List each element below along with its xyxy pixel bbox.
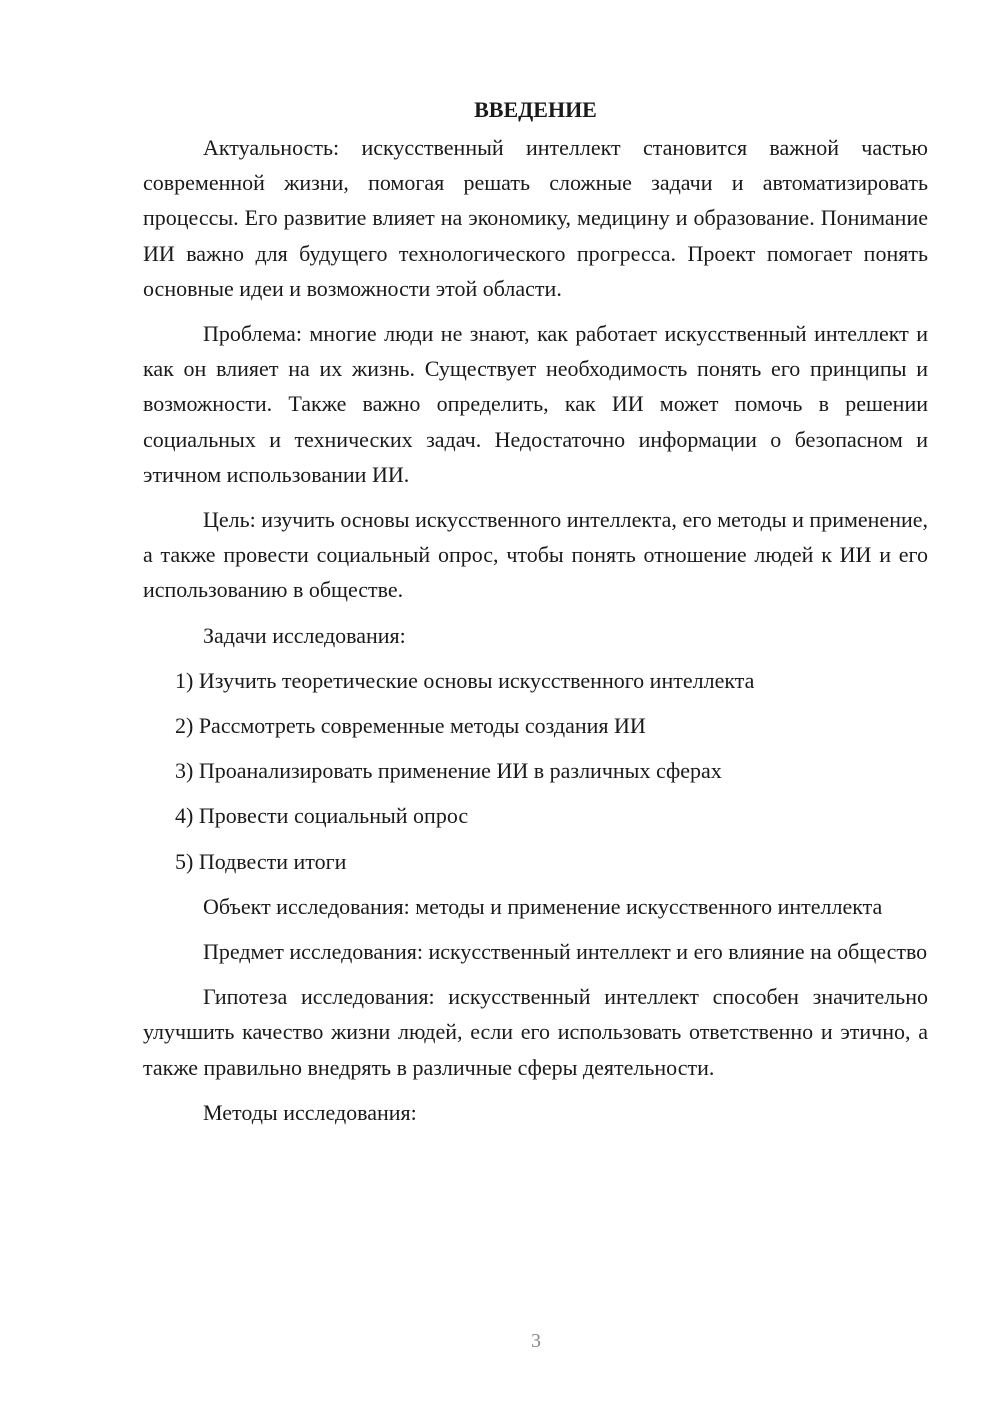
paragraph-object: Объект исследования: методы и применение искусственного интеллекта <box>203 893 883 919</box>
tasks-list <box>143 663 928 879</box>
list-item: 5) Подвести итоги <box>175 848 347 874</box>
paragraph-tasks-heading: Задачи исследования: <box>203 622 406 648</box>
list-item: 1) Изучить теоретические основы искусственного интеллекта <box>175 667 755 693</box>
paragraph-problem: Проблема: многие люди не знают, как работает искусственный интеллект и как он влияет на их жизнь. Существует необходимость понять его принципы и возможности. Также важно определить, как ИИ может помочь в решении социальных и технических задач. Недостаточно информации о безопасном и этичном использовании ИИ. <box>143 321 928 487</box>
paragraph-methods-heading: Методы исследования: <box>203 1099 417 1125</box>
page-number: 3 <box>531 1330 541 1352</box>
list-item: 4) Провести социальный опрос <box>175 803 469 829</box>
list-item: 3) Проанализировать применение ИИ в различных сферах <box>175 758 722 784</box>
paragraph-subject: Предмет исследования: искусственный интеллект и его влияние на общество <box>203 939 928 965</box>
list-item: 2) Рассмотреть современные методы создания ИИ <box>175 713 646 739</box>
paragraph-goal: Цель: изучить основы искусственного интеллекта, его методы и применение, а также провести социальный опрос, чтобы понять отношение людей к ИИ и его использованию в обществе. <box>143 507 928 603</box>
document-title: ВВЕДЕНИЕ <box>474 97 597 122</box>
paragraph-hypothesis: Гипотеза исследования: искусственный интеллект способен значительно улучшить качество жизни людей, если его использовать ответственно и этично, а также правильно внедрять в различные сферы деятельности. <box>143 984 928 1080</box>
paragraph-relevance: Актуальность: искусственный интеллект становится важной частью современной жизни, помогая решать сложные задачи и автоматизировать процессы. Его развитие влияет на экономику, медицину и образование. Понимание ИИ важно для будущего технологического прогресса. Проект помогает понять основные идеи и возможности этой области. <box>143 135 928 301</box>
